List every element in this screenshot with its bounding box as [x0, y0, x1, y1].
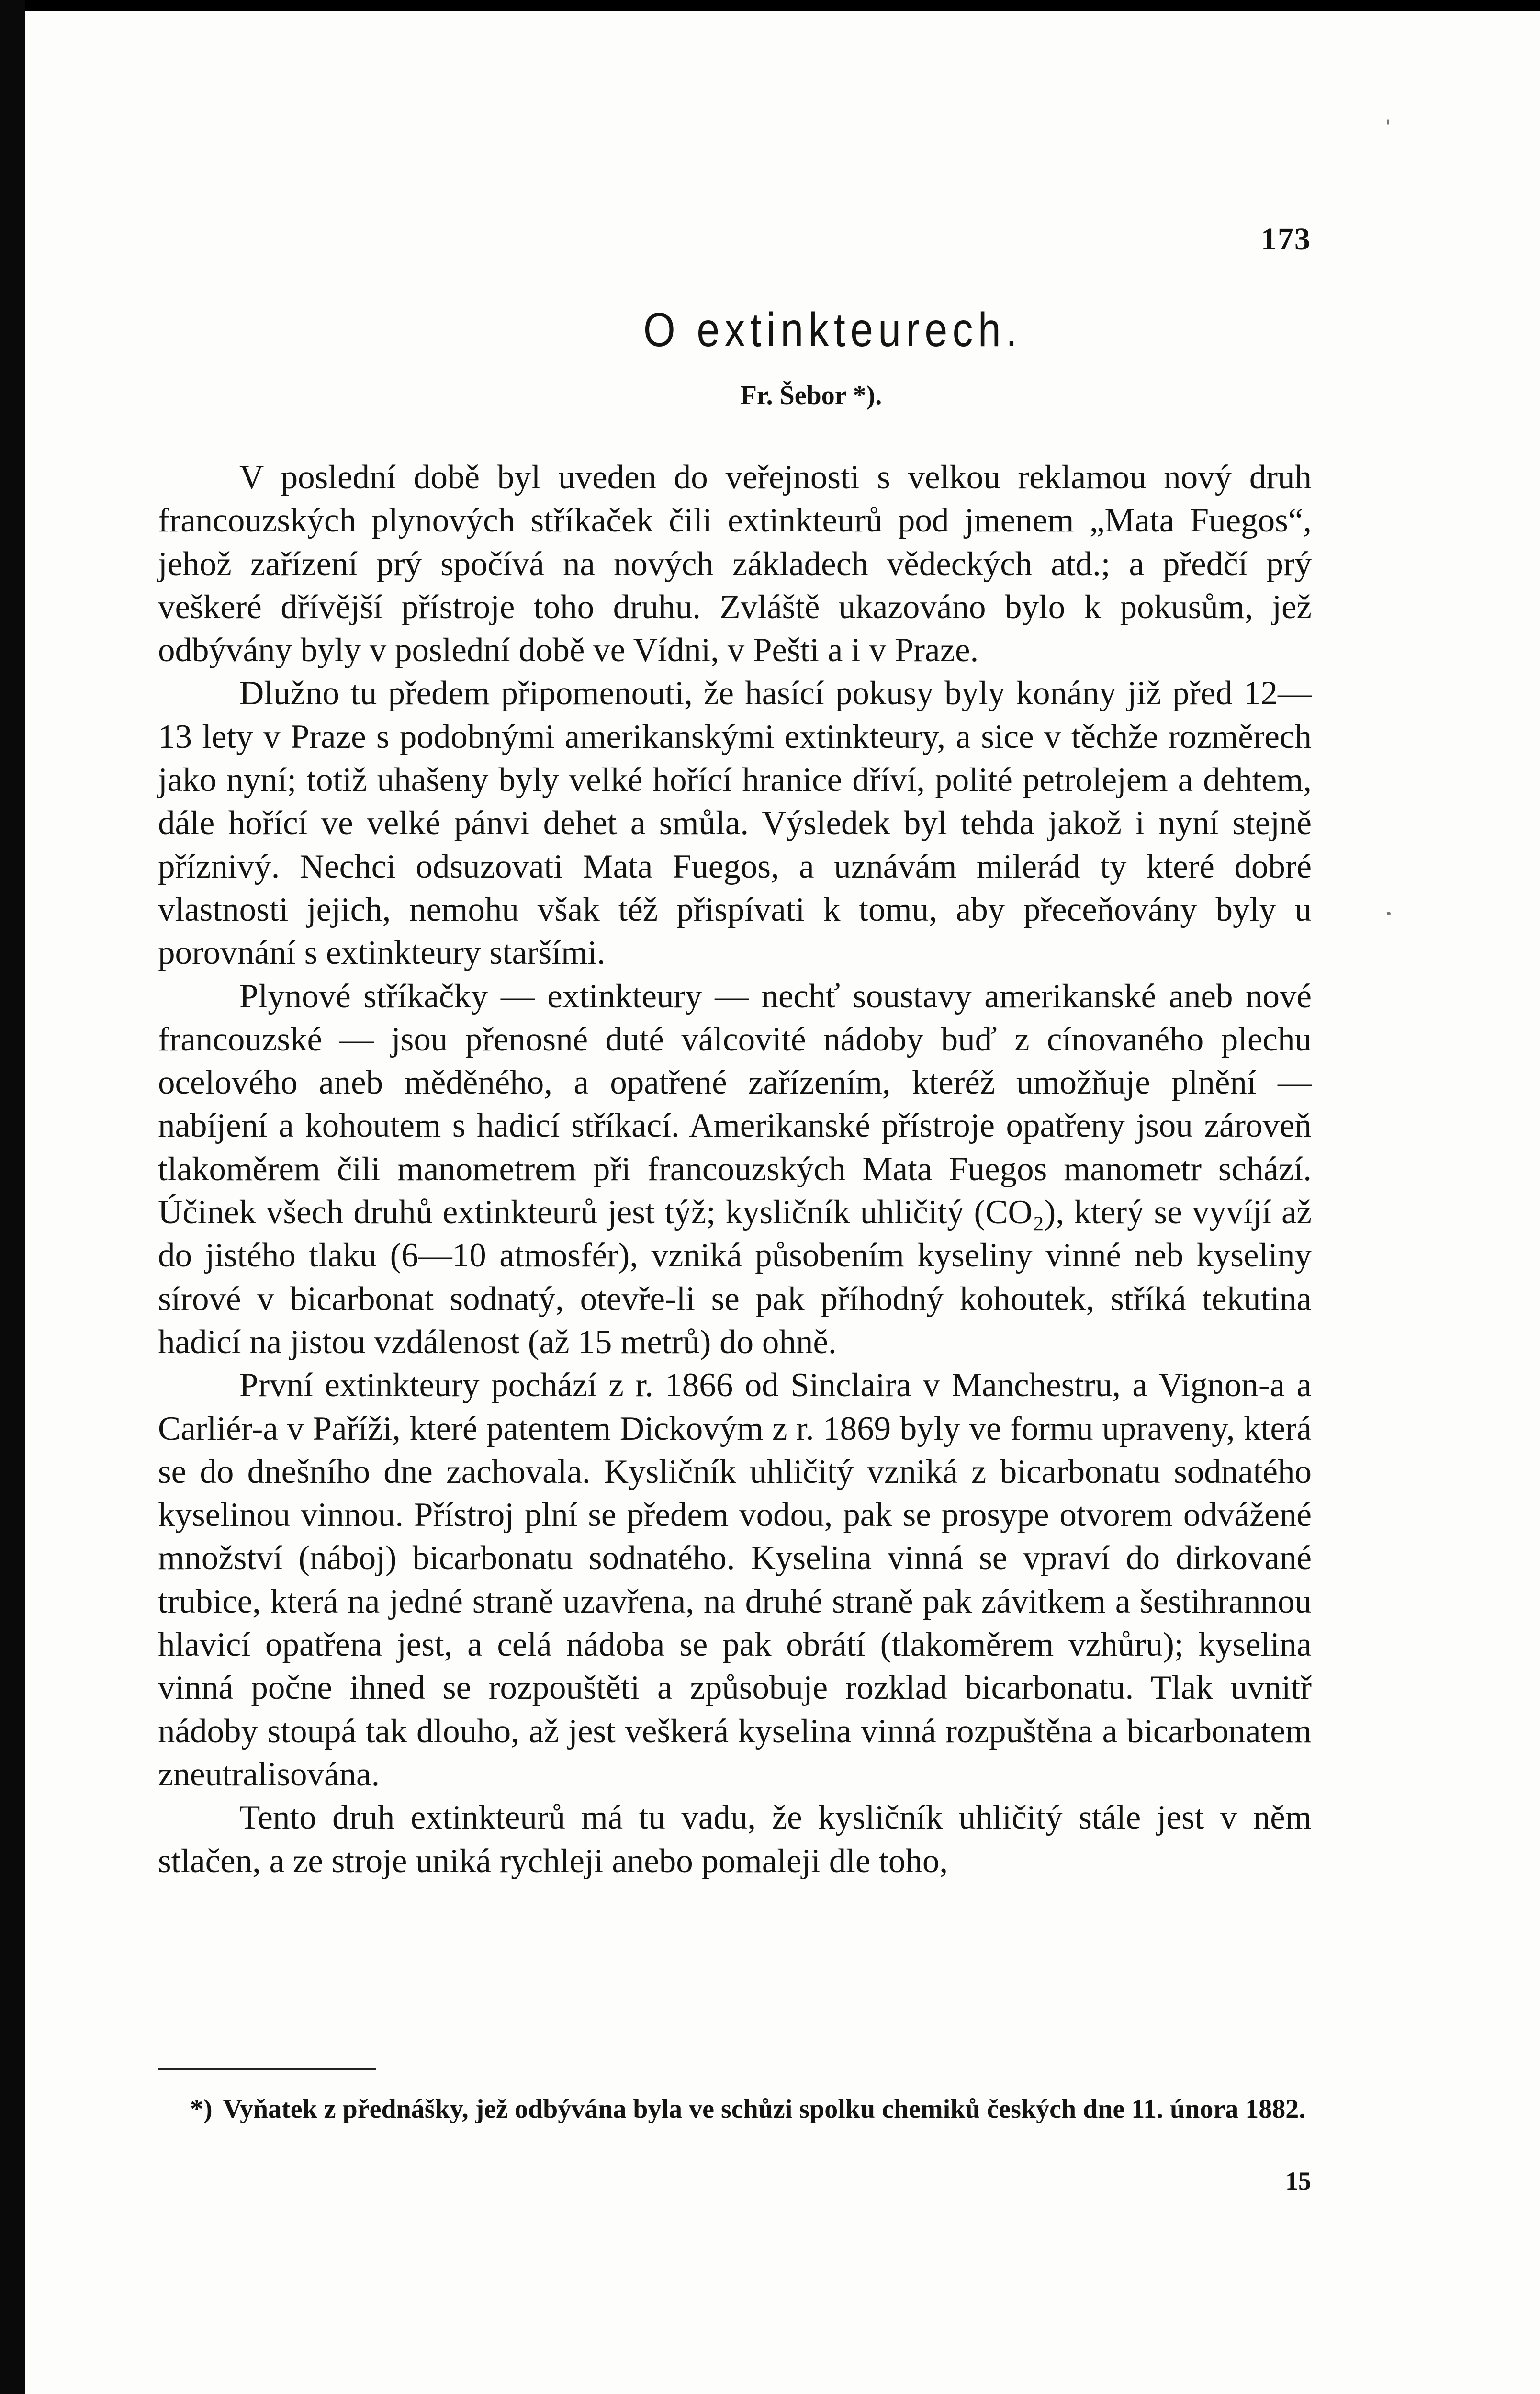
- paragraph-1: V poslední době byl uveden do veřejnosti s velkou reklamou nový druh francouzských plynových stříkaček čili extinkteurů pod jmenem „Mata Fuegos“, jehož zařízení prý spočívá na nových základech vědeckých atd.; a předčí prý veškeré dřívější přístroje toho druhu. Zvláště ukazováno bylo k pokusům, jež odbývány byly v poslední době ve Vídni, v Pešti a i v Praze.: [158, 459, 1312, 669]
- document-page: [25, 11, 1540, 2394]
- signature-mark: 15: [1285, 2167, 1311, 2195]
- paragraph-3: Plynové stříkačky — extinkteury — nechť soustavy amerikanské aneb nové francouzské — jsou přenosné duté válcovité nádoby buď z cínovaného plechu ocelového aneb měděného, a opatřené zařízením, kteréž umožňuje plnění — nabíjení a kohoutem s hadicí stříkací. Amerikanské přístroje opatřeny jsou zároveň tlakoměrem čili manometrem při francouzských Mata Fuegos manometr schází. Účinek všech druhů extinkteurů jest týž; kysličník uhličitý (CO₂), který se vyvíjí až do jistého tlaku (6—10 atmosfér), vzniká působením kyseliny vinné neb kyseliny sírové v bicarbonat sodnatý, otevře-li se pak příhodný kohoutek, stříká tekutina hadicí na jistou vzdálenost (až 15 metrů) do ohně.: [158, 977, 1312, 1361]
- page-number: 173: [1261, 222, 1311, 257]
- footnote-divider: [158, 2068, 376, 2070]
- paragraph-4: První extinkteury pochází z r. 1866 od Sinclaira v Manchestru, a Vignon-a a Carliér-a v Paříži, které patentem Dickovým z r. 1869 byly ve formu upraveny, která se do dnešního dne zachovala. Kysličník uhličitý vzniká z bicarbonatu sodnatého kyselinou vinnou. Přístroj plní se předem vodou, pak se prosype otvorem odvážené množství (náboj) bicarbonatu sodnatého. Kyselina vinná se vpraví do dirkované trubice, která na jedné straně uzavřena, na druhé straně pak závitkem a šestihrannou hlavicí opatřena jest, a celá nádoba se pak obrátí (tlakoměrem vzhůru); kyselina vinná počne ihned se rozpouštěti a způsobuje rozklad bicarbonatu. Tlak uvnitř nádoby stoupá tak dlouho, až jest veškerá kyselina vinná rozpuštěna a bicarbonatem zneutralisována.: [158, 1366, 1312, 1793]
- footnote-text: Vyňatek z přednášky, jež odbývána byla ve schůzi spolku chemiků českých dne 11. února 1882.: [223, 2094, 1306, 2124]
- article-author: Fr. Šebor *).: [740, 381, 882, 410]
- paragraph-2: Dlužno tu předem připomenouti, že hasící pokusy byly konány již před 12—13 lety v Praze s podobnými amerikanskými extinkteury, a sice v těchže rozměrech jako nyní; totiž uhašeny byly velké hořící hranice dříví, polité petrolejem a dehtem, dále hořící ve velké pánvi dehet a smůla. Výsledek byl tehda jakož i nyní stejně příznivý. Nechci odsuzovati Mata Fuegos, a uznávám milerád ty které dobré vlastnosti jejich, nemohu však též přispívati k tomu, aby přeceňovány byly u porovnání s extinkteury staršími.: [158, 675, 1312, 972]
- scan-speck: [1387, 119, 1389, 125]
- article-body: [158, 456, 1312, 1883]
- article-title: O extinkteurech.: [643, 303, 1023, 357]
- footnote-mark: *): [190, 2094, 213, 2124]
- scan-border: [0, 0, 25, 2394]
- scan-speck: [1387, 912, 1391, 915]
- footnote: [190, 2089, 1313, 2129]
- paragraph-5: Tento druh extinkteurů má tu vadu, že kysličník uhličitý stále jest v něm stlačen, a ze stroje uniká rychleji anebo pomaleji dle toho,: [158, 1799, 1312, 1880]
